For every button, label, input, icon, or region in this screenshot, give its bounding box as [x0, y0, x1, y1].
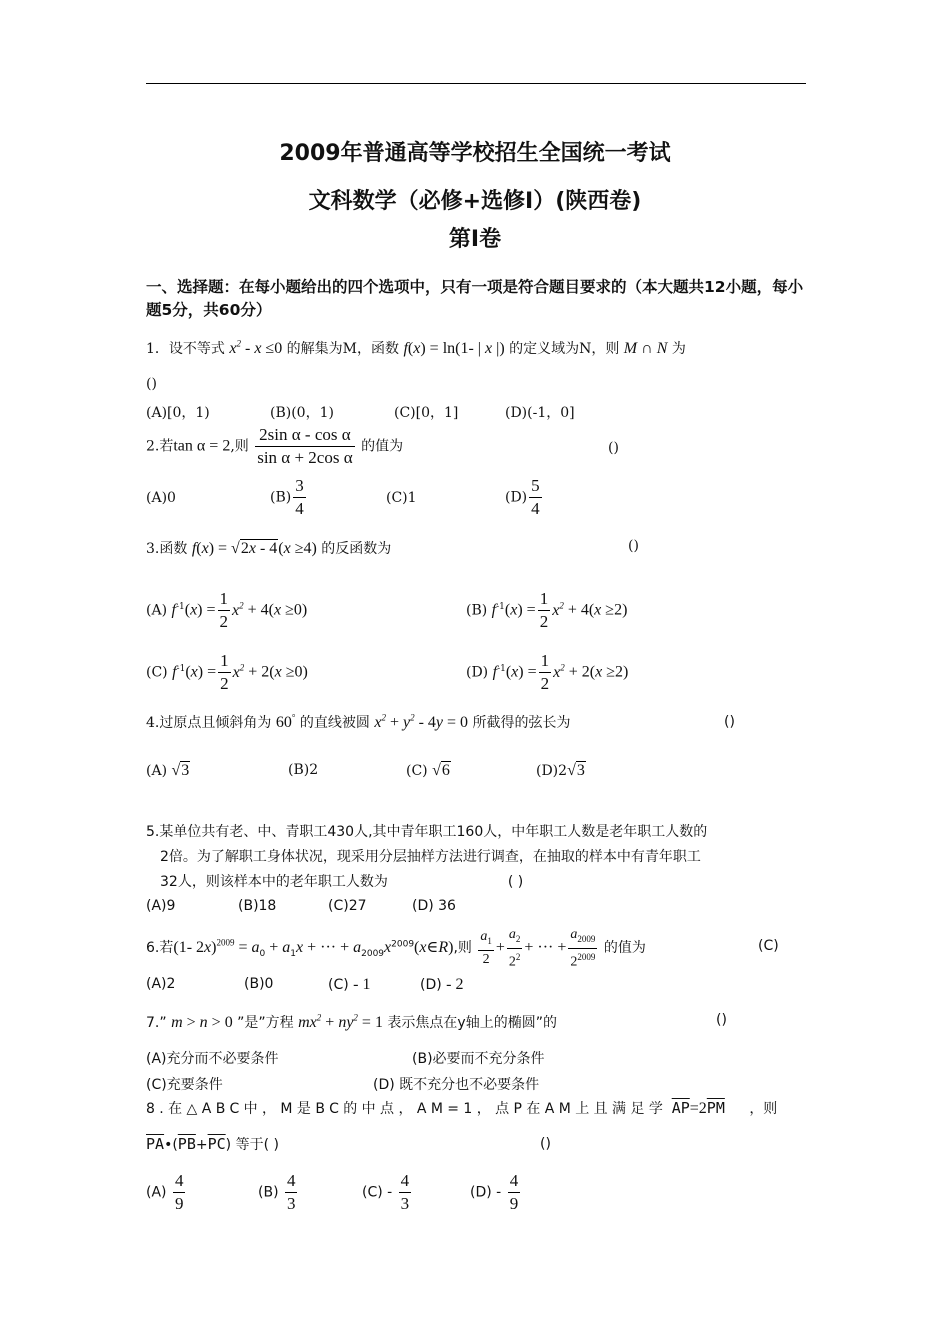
- q7-option-a[interactable]: (A)充分而不必要条件: [146, 1051, 279, 1067]
- question-3: 3.函数 f(x) = √2x - 4(x ≥4) 的反函数为: [146, 540, 392, 557]
- question-2: 2.若tan α = 2,则 $\frac{\text{2sin α - cos α}}{\text{sin α + 2cos α}}$ 的值为: [146, 425, 404, 467]
- q6-option-d[interactable]: (D) - 2: [420, 976, 464, 993]
- q3-option-d[interactable]: (D) $f^{-1}(x)$ = $\frac{1}{2}$ $x^2 + 2(x \ge 2)$: [466, 651, 629, 693]
- q3-option-a[interactable]: (A) $f^{-1}(x)$ = $\frac{1}{2}$ $x^2 + 4(x \ge 0)$: [146, 589, 308, 631]
- question-4: 4.过原点且倾斜角为 60° 的直线被圆 $x^2 + y^2 - 4y = 0$ 所截得的弦长为: [146, 712, 571, 731]
- question-5: 5.某单位共有老、中、青职工430人,其中青年职工160人，中年职工人数是老年职工人数的 2倍。为了解职工身体状况，现采用分层抽样方法进行调查，在抽取的样本中有青年职工 32人，则该样本中的老年职工人数为 ( ): [146, 824, 708, 890]
- q5-option-b[interactable]: (B)18: [238, 898, 277, 914]
- top-rule: [146, 83, 806, 84]
- q2-option-a[interactable]: (A)0: [146, 490, 176, 506]
- question-7-paren: (): [716, 1012, 727, 1028]
- question-1-paren: (): [146, 376, 157, 392]
- section-heading: 一、选择题：在每小题给出的四个选项中，只有一项是符合题目要求的（本大题共12小题，每小题5分，共60分）: [146, 278, 804, 319]
- question-6-paren: (C): [758, 938, 779, 954]
- q4-option-a[interactable]: (A) √3: [146, 762, 190, 779]
- q1-option-a[interactable]: (A)[0，1): [146, 405, 210, 421]
- question-8: 8.在△ABC中，M是BC的中点，AM=1，点P在AM上且满足学 $\overline{AP}=2\overline{PM}$ ，则: [146, 1099, 778, 1117]
- q7-option-d[interactable]: (D) 既不充分也不必要条件: [373, 1077, 540, 1093]
- q7-option-c[interactable]: (C)充要条件: [146, 1077, 223, 1093]
- q8-option-c[interactable]: (C) - $\frac{4}{3}$: [362, 1171, 410, 1213]
- question-8-paren: (): [540, 1136, 551, 1152]
- q5-option-c[interactable]: (C)27: [328, 898, 367, 914]
- q6-option-a[interactable]: (A)2: [146, 976, 176, 992]
- q7-option-b[interactable]: (B)必要而不充分条件: [412, 1051, 545, 1067]
- q5-option-d[interactable]: (D) 36: [412, 898, 456, 914]
- q1-option-d[interactable]: (D)(-1，0]: [505, 405, 575, 421]
- q5-option-a[interactable]: (A)9: [146, 898, 176, 914]
- q8-option-b[interactable]: (B) $\frac{4}{3}$: [258, 1171, 296, 1213]
- q3-option-b[interactable]: (B) $f^{-1}(x)$ = $\frac{1}{2}$ $x^2 + 4(x \ge 2)$: [466, 589, 628, 631]
- q4-option-c[interactable]: (C) √6: [406, 762, 450, 779]
- q6-option-b[interactable]: (B)0: [244, 976, 274, 992]
- q2-option-b[interactable]: (B) $\frac{3}{4}$: [270, 476, 304, 518]
- question-8-expression: $\overline{PA}•(\overline{PB}+\overline{PC})$ 等于( ): [146, 1135, 279, 1153]
- q1-option-c[interactable]: (C)[0，1]: [394, 405, 459, 421]
- q2-option-d[interactable]: (D) $\frac{5}{4}$: [505, 476, 540, 518]
- question-4-paren: (): [724, 714, 735, 730]
- question-6: 6.若(1- $2x)^{2009} = a_0 + a_1x$ + ··· + $a_{2009}x^{2009}(x\in R)$,则 $\frac{a_1}{2}$ + $\frac{a_2}{2^2}$ + ··· + $\frac{a_{2009}}{2^{2009}}$ 的值为: [146, 927, 646, 970]
- question-7: 7.” m > n > 0 ”是”方程 $mx^2 + ny^2 = 1$ 表示焦点在y轴上的椭圆”的: [146, 1012, 557, 1031]
- exam-title: 2009年普通高等学校招生全国统一考试: [279, 141, 671, 166]
- q8-option-d[interactable]: (D) - $\frac{4}{9}$: [470, 1171, 519, 1213]
- q6-option-c[interactable]: (C) - 1: [328, 976, 371, 993]
- q4-option-b[interactable]: (B)2: [288, 762, 319, 778]
- question-3-paren: (): [628, 538, 639, 554]
- volume-title: 第Ⅰ卷: [448, 227, 502, 252]
- q8-option-a[interactable]: (A) $\frac{4}{9}$: [146, 1171, 184, 1213]
- q3-option-c[interactable]: (C) $f^{-1}(x)$ = $\frac{1}{2}$ $x^2 + 2(x \ge 0)$: [146, 651, 308, 693]
- question-1: 1．设不等式 $x^2 - x \le 0$ 的解集为M，函数 f(x) = ln(1- | x |) 的定义域为N，则 M ∩ N 为: [146, 338, 686, 357]
- q1-option-b[interactable]: (B)(0，1): [270, 405, 334, 421]
- q4-option-d[interactable]: (D)2√3: [536, 762, 585, 779]
- q2-option-c[interactable]: (C)1: [386, 490, 417, 506]
- question-2-paren: (): [608, 440, 619, 456]
- exam-subtitle: 文科数学（必修+选修Ⅰ）(陕西卷): [308, 189, 642, 214]
